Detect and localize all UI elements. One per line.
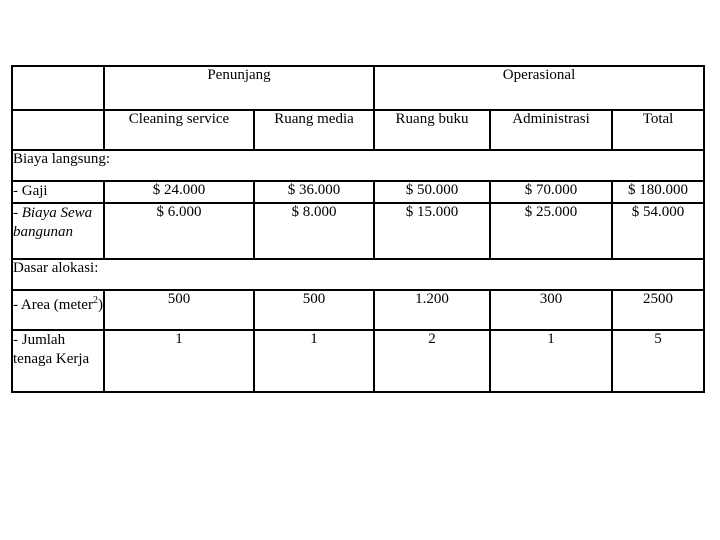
col-total: Total bbox=[612, 110, 704, 150]
section-biaya-langsung: Biaya langsung: bbox=[12, 150, 704, 181]
table-cell: 2500 bbox=[612, 290, 704, 330]
table-row bbox=[12, 203, 704, 259]
group-header-row bbox=[12, 66, 704, 110]
col-ruang-media: Ruang media bbox=[254, 110, 374, 150]
col-administrasi: Administrasi bbox=[490, 110, 612, 150]
table-cell: $ 54.000 bbox=[612, 203, 704, 259]
row-label-sup: 2 bbox=[92, 295, 98, 306]
row-label-area bbox=[12, 290, 104, 330]
table-row bbox=[12, 181, 704, 203]
table-cell: 1 bbox=[490, 330, 612, 392]
section-row bbox=[12, 150, 704, 181]
table-cell: 5 bbox=[612, 330, 704, 392]
row-label-prefix: - bbox=[13, 205, 22, 221]
table-cell: 1 bbox=[104, 330, 254, 392]
corner-cell bbox=[12, 66, 104, 110]
row-label-kerja: - Jumlah tenaga Kerja bbox=[12, 330, 104, 392]
table-cell: 500 bbox=[254, 290, 374, 330]
cost-allocation-table bbox=[11, 65, 705, 393]
col-cleaning-service: Cleaning service bbox=[104, 110, 254, 150]
row-label-text: - Area (meter bbox=[13, 297, 93, 313]
section-dasar-alokasi: Dasar alokasi: bbox=[12, 259, 704, 290]
table-cell: $ 24.000 bbox=[104, 181, 254, 203]
table-row bbox=[12, 330, 704, 392]
col-ruang-buku: Ruang buku bbox=[374, 110, 490, 150]
table-cell: $ 70.000 bbox=[490, 181, 612, 203]
table-cell: $ 25.000 bbox=[490, 203, 612, 259]
table-cell: 1 bbox=[254, 330, 374, 392]
group-penunjang: Penunjang bbox=[104, 66, 374, 110]
section-row bbox=[12, 259, 704, 290]
table-cell: 300 bbox=[490, 290, 612, 330]
row-label-text: Biaya Sewa bangunan bbox=[13, 205, 93, 240]
table-cell: $ 50.000 bbox=[374, 181, 490, 203]
table-cell: $ 36.000 bbox=[254, 181, 374, 203]
table-cell: $ 15.000 bbox=[374, 203, 490, 259]
corner-cell-2 bbox=[12, 110, 104, 150]
table-cell: 2 bbox=[374, 330, 490, 392]
table-cell: 500 bbox=[104, 290, 254, 330]
table-cell: 1.200 bbox=[374, 290, 490, 330]
table-row bbox=[12, 290, 704, 330]
row-label-sewa bbox=[12, 203, 104, 259]
group-operasional: Operasional bbox=[374, 66, 704, 110]
row-label-gaji: - Gaji bbox=[12, 181, 104, 203]
row-label-suffix: ) bbox=[97, 297, 103, 313]
column-header-row bbox=[12, 110, 704, 150]
table-cell: $ 180.000 bbox=[612, 181, 704, 203]
table-cell: $ 8.000 bbox=[254, 203, 374, 259]
table-cell: $ 6.000 bbox=[104, 203, 254, 259]
